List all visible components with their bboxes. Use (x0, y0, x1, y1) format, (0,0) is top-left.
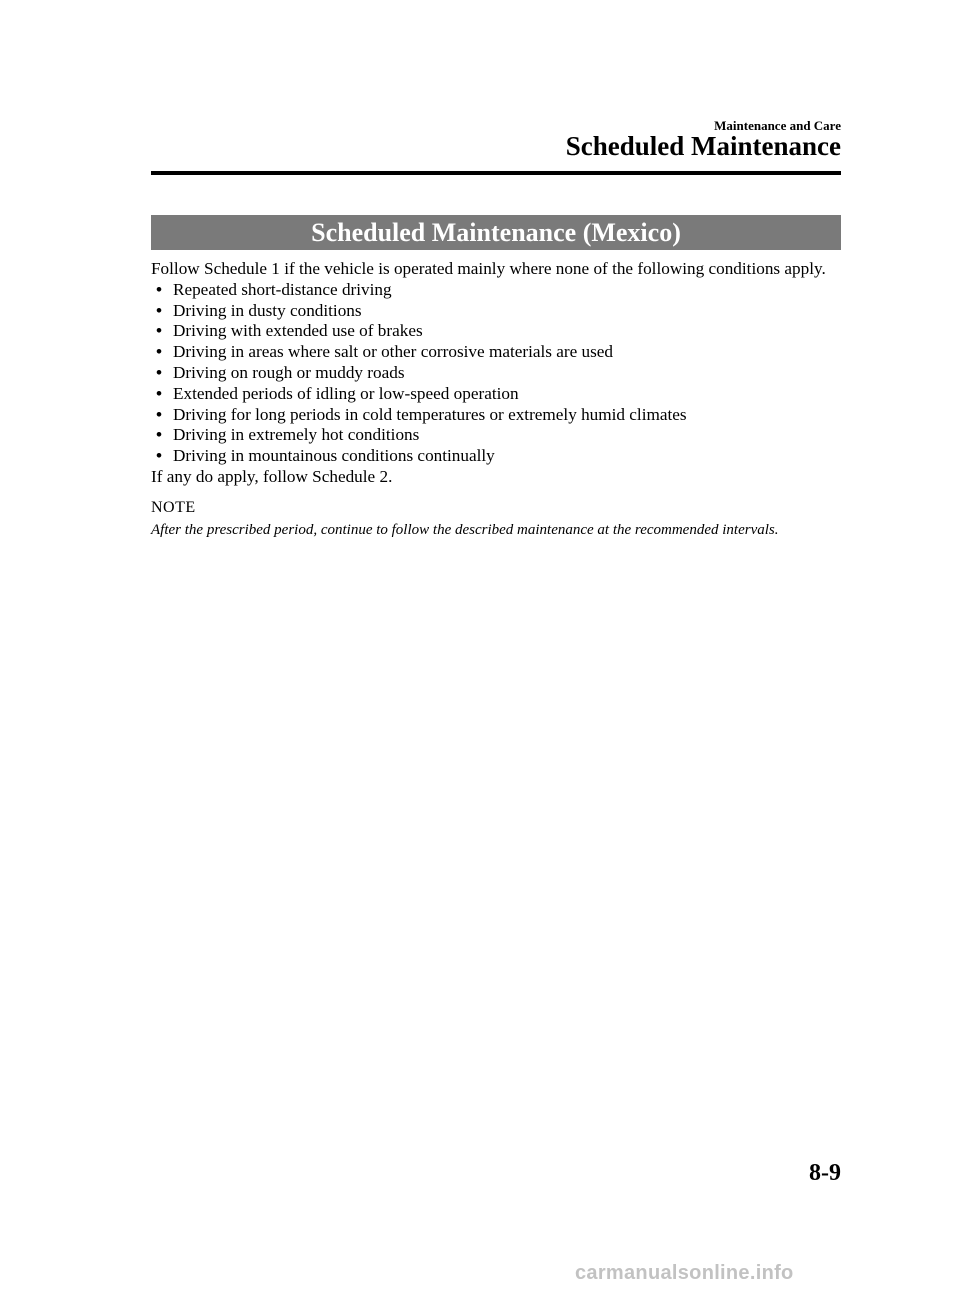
section-title: Scheduled Maintenance (565, 131, 841, 161)
bullet-icon: • (156, 300, 163, 320)
page-number: 8-9 (809, 1160, 841, 1186)
list-item-text: Driving in mountainous conditions continually (173, 446, 495, 466)
intro-paragraph: Follow Schedule 1 if the vehicle is operated mainly where none of the following conditions apply. (151, 259, 826, 278)
list-item (151, 405, 841, 426)
list-item (151, 301, 841, 322)
bullet-icon: • (156, 279, 163, 299)
list-item (151, 446, 841, 467)
conditions-list (151, 280, 841, 467)
list-item-text: Driving for long periods in cold temperatures or extremely humid climates (173, 404, 687, 424)
list-item-text: Repeated short-distance driving (173, 279, 392, 299)
header-divider (151, 171, 841, 175)
bullet-icon: • (156, 342, 163, 362)
list-item (151, 384, 841, 405)
bullet-icon: • (156, 446, 163, 466)
list-item (151, 342, 841, 363)
list-item-text: Driving with extended use of brakes (173, 321, 423, 341)
list-item (151, 425, 841, 446)
list-item-text: Driving on rough or muddy roads (173, 362, 405, 382)
note-label: NOTE (151, 498, 196, 516)
list-item-text: Extended periods of idling or low-speed operation (173, 383, 519, 403)
main-content (151, 259, 841, 542)
closing-paragraph: If any do apply, follow Schedule 2. (151, 466, 393, 486)
note-text: After the prescribed period, continue to follow the described maintenance at the recommended intervals. (151, 521, 779, 538)
list-item (151, 321, 841, 342)
bullet-icon: • (156, 321, 163, 341)
bullet-icon: • (156, 362, 163, 382)
list-item-text: Driving in areas where salt or other corrosive materials are used (173, 342, 614, 362)
bullet-icon: • (156, 425, 163, 445)
watermark: carmanualsonline.info (575, 1262, 794, 1284)
list-item-text: Driving in extremely hot conditions (173, 425, 420, 445)
list-item (151, 280, 841, 301)
list-item (151, 363, 841, 384)
page-title: Scheduled Maintenance (Mexico) (151, 215, 841, 250)
list-item-text: Driving in dusty conditions (173, 300, 362, 320)
bullet-icon: • (156, 383, 163, 403)
chapter-title: Maintenance and Care (714, 118, 841, 133)
bullet-icon: • (156, 404, 163, 424)
